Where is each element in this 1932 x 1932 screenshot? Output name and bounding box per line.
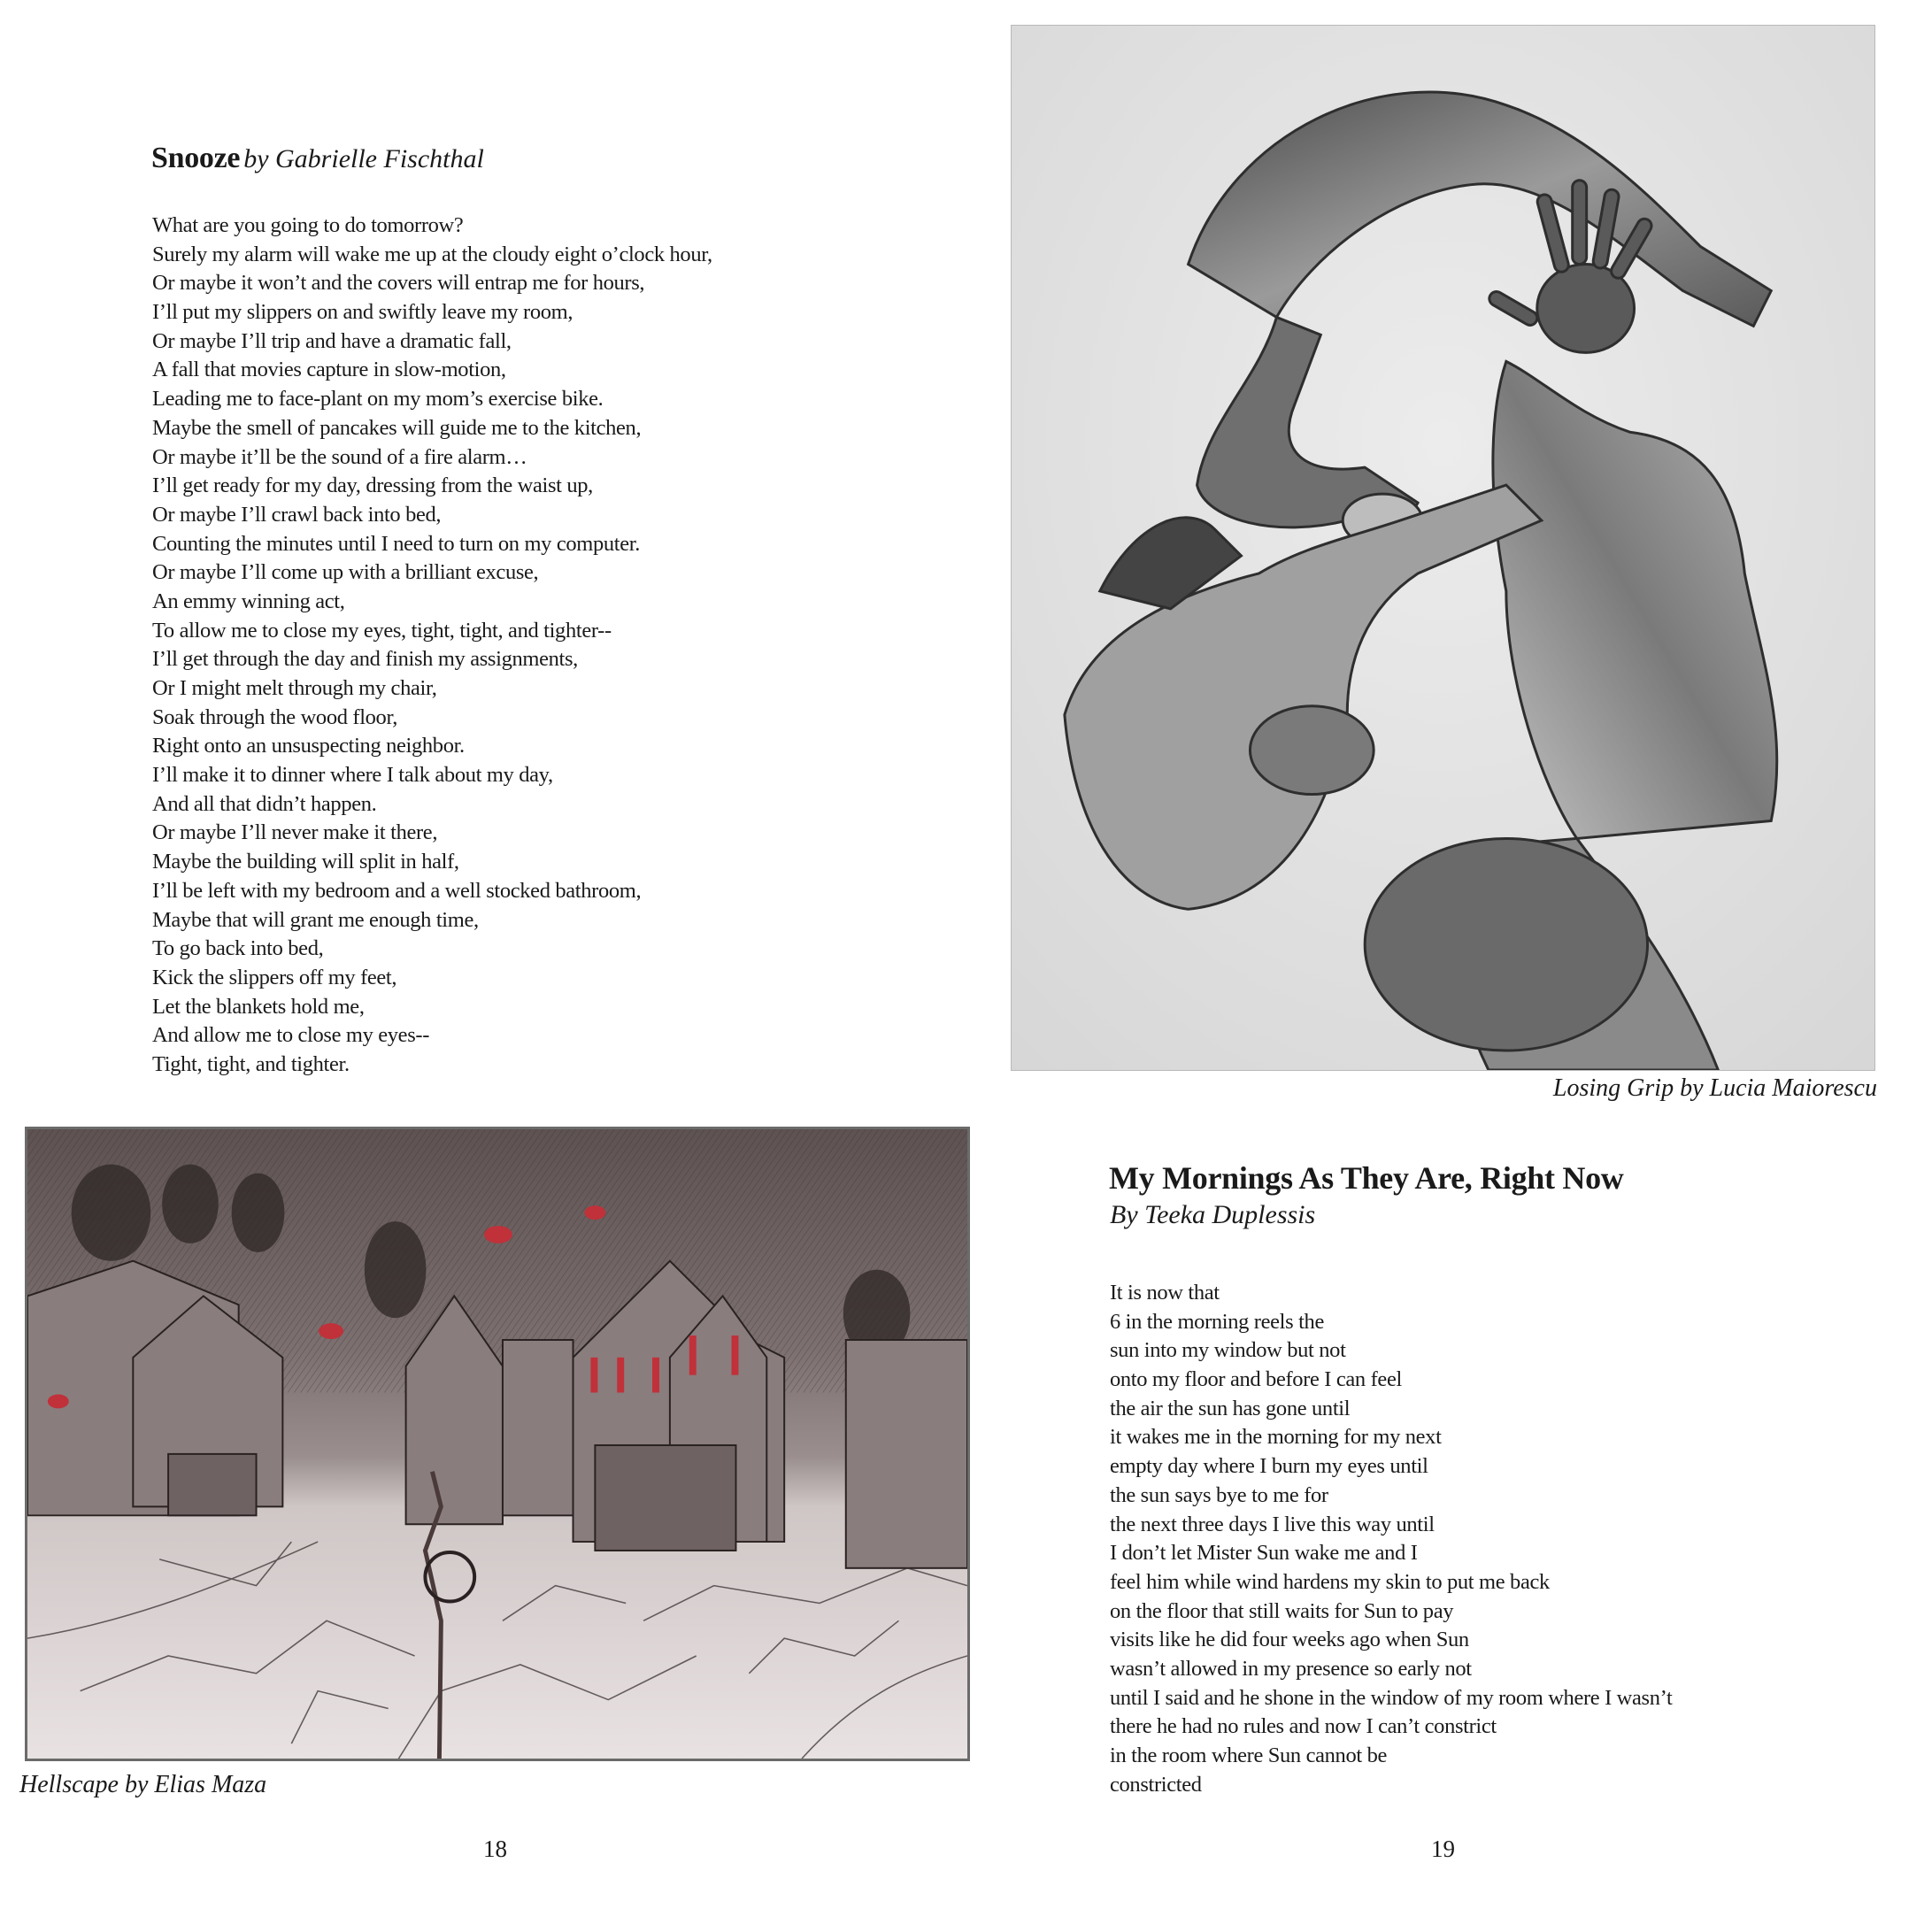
poem-line: A fall that movies capture in slow-motion, — [152, 358, 506, 382]
poem-line: Right onto an unsuspecting neighbor. — [152, 734, 465, 758]
poem-title-mornings-heading — [1109, 1159, 1624, 1197]
poem-line: Surely my alarm will wake me up at the cloudy eight o’clock hour, — [152, 242, 712, 266]
poem-line: Maybe the building will split in half, — [152, 850, 459, 874]
poem-line: It is now that — [1110, 1281, 1220, 1305]
poem-line: Or maybe it won’t and the covers will entrap me for hours, — [152, 271, 645, 296]
poem-line: visits like he did four weeks ago when Sun — [1110, 1628, 1469, 1652]
poem-line: Or maybe I’ll come up with a brilliant excuse, — [152, 560, 539, 585]
page-number-left: 18 — [483, 1836, 507, 1862]
poem-line: until I said and he shone in the window of my room where I wasn’t — [1110, 1685, 1673, 1710]
poem-line: wasn’t allowed in my presence so early not — [1110, 1656, 1472, 1681]
poem-byline: By Teeka Duplessis — [1110, 1200, 1316, 1229]
poem-line: An emmy winning act, — [152, 589, 345, 613]
poem-line: the next three days I live this way until — [1110, 1512, 1435, 1536]
head — [1250, 706, 1374, 795]
poem-line: I’ll be left with my bedroom and a well stocked bathroom, — [152, 878, 642, 903]
poem-line: To allow me to close my eyes, tight, tight, and tighter-- — [152, 618, 612, 643]
poem-line: the sun says bye to me for — [1110, 1482, 1328, 1507]
poem-line: Tight, tight, and tighter. — [152, 1051, 350, 1076]
poem-title-snooze-heading — [151, 142, 484, 175]
losing-grip-artwork — [1011, 25, 1875, 1071]
poem-line: feel him while wind hardens my skin to put me back — [1110, 1569, 1550, 1594]
skateboard-shoe — [1365, 838, 1647, 1051]
poem-body-mornings — [1110, 1279, 1672, 1799]
poem-line: Or maybe I’ll never make it there, — [152, 820, 438, 845]
poem-line: Maybe the smell of pancakes will guide me to the kitchen, — [152, 415, 642, 440]
poem-line: I’ll put my slippers on and swiftly leave my room, — [152, 300, 573, 325]
losing-grip-illustration — [1012, 26, 1874, 1070]
poem-line: I’ll get ready for my day, dressing from the waist up, — [152, 473, 593, 498]
poem-line: constricted — [1110, 1772, 1202, 1797]
poem-line: And all that didn’t happen. — [152, 791, 377, 816]
poem-line: onto my floor and before I can feel — [1110, 1367, 1402, 1392]
hellscape-caption: Hellscape by Elias Maza — [19, 1771, 267, 1798]
poem-line: sun into my window but not — [1110, 1338, 1346, 1363]
poem-line: Or maybe I’ll trip and have a dramatic fall, — [152, 328, 512, 353]
hellscape-illustration — [27, 1129, 967, 1759]
hellscape-artwork — [25, 1127, 970, 1761]
poem-line: there he had no rules and now I can’t constrict — [1110, 1714, 1497, 1739]
poem-line: Let the blankets hold me, — [152, 994, 365, 1019]
poem-line: on the floor that still waits for Sun to pay — [1110, 1598, 1454, 1623]
poem-line: I’ll make it to dinner where I talk about my day, — [152, 763, 553, 788]
poem-title: My Mornings As They Are, Right Now — [1109, 1160, 1624, 1196]
poem-line: To go back into bed, — [152, 936, 324, 961]
poem-line: I’ll get through the day and finish my assignments, — [152, 647, 578, 672]
poem-line: And allow me to close my eyes-- — [152, 1023, 430, 1048]
losing-grip-caption: Losing Grip by Lucia Maiorescu — [1552, 1074, 1877, 1102]
poem-line: Counting the minutes until I need to turn on my computer. — [152, 531, 640, 556]
poem-line: Soak through the wood floor, — [152, 704, 398, 729]
poem-byline: by Gabrielle Fischthal — [243, 144, 484, 173]
poem-line: Or I might melt through my chair, — [152, 676, 437, 700]
poem-title: Snooze — [151, 142, 241, 174]
poem-line: Or maybe I’ll crawl back into bed, — [152, 502, 442, 527]
poem-line: What are you going to do tomorrow? — [152, 213, 464, 237]
poem-byline-block — [1110, 1200, 1315, 1230]
poem-line: the air the sun has gone until — [1110, 1396, 1351, 1420]
poem-line: in the room where Sun cannot be — [1110, 1743, 1388, 1767]
poem-line: Leading me to face-plant on my mom’s exercise bike. — [152, 387, 604, 412]
poem-line: 6 in the morning reels the — [1110, 1309, 1324, 1334]
poem-line: I don’t let Mister Sun wake me and I — [1110, 1541, 1418, 1566]
poem-line: empty day where I burn my eyes until — [1110, 1454, 1428, 1479]
poem-line: Or maybe it’ll be the sound of a fire alarm… — [152, 444, 527, 469]
poem-line: it wakes me in the morning for my next — [1110, 1425, 1442, 1450]
poem-line: Kick the slippers off my feet, — [152, 965, 397, 989]
poem-line: Maybe that will grant me enough time, — [152, 907, 479, 932]
poem-body-snooze — [152, 212, 712, 1080]
page-number-right: 19 — [1431, 1836, 1455, 1862]
